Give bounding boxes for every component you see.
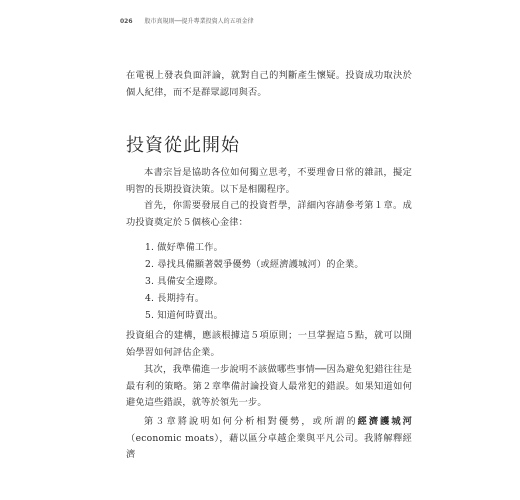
moats-text-after: （economic moats），藉以區分卓越企業與平凡公司。我將解釋經濟 (126, 432, 412, 460)
paragraph-moats (126, 414, 412, 464)
moats-text-before: 第３章將說明如何分析相對優勢，或所謂的 (144, 416, 358, 427)
section-title: 投資從此開始 (126, 135, 240, 156)
principle-item: 3. 具備安全邊際。 (145, 276, 223, 287)
running-header (120, 16, 400, 25)
paragraph-philosophy: 首先，你需要發展自己的投資哲學，詳細內容請參考第１章。成功投資奠定於５個核心金律： (126, 200, 412, 228)
running-title: 股市真規則──提升專業投資人的五項金律 (144, 18, 254, 25)
paragraph-mistakes: 其次，我準備進一步說明不該做哪些事情──因為避免犯錯往往是最有利的策略。第２章準備討論投資人最常犯的錯誤。如果知道如何避免這些錯誤，就等於領先一步。 (126, 364, 412, 408)
page-number: 026 (120, 18, 133, 25)
principle-item: 5. 知道何時賣出。 (145, 310, 223, 321)
moats-term: 經濟護城河 (357, 416, 413, 427)
paragraph-portfolio: 投資組合的建構，應該根據這５項原則；一旦掌握這５點，就可以開始學習如何評估企業。 (126, 330, 412, 358)
principle-item: 4. 長期持有。 (145, 293, 205, 304)
principle-item: 2. 尋找具備顯著競爭優勢（或經濟護城河）的企業。 (145, 259, 364, 270)
principles-list (145, 239, 364, 324)
paragraph-purpose: 本書宗旨是協助各位如何獨立思考，不要理會日常的雜訊，擬定明智的長期投資決策。以下是相關程序。 (126, 167, 412, 195)
intro-paragraph: 在電視上發表負面評論，就對自己的判斷產生懷疑。投資成功取決於個人紀律，而不是群眾認同與否。 (126, 70, 412, 98)
principle-item: 1. 做好準備工作。 (145, 242, 223, 253)
